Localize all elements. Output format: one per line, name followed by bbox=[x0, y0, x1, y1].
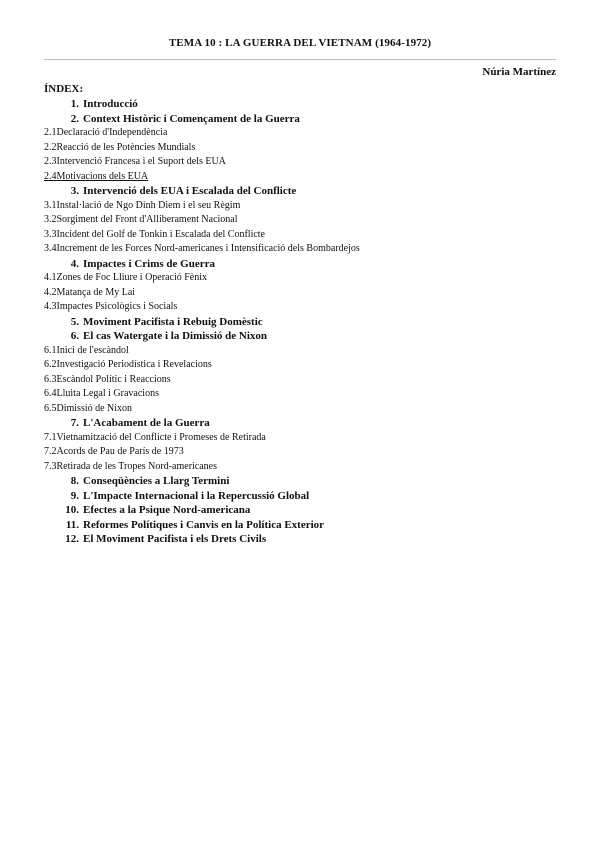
document-title: TEMA 10 : LA GUERRA DEL VIETNAM (1964-1972) bbox=[168, 37, 432, 49]
toc-item-text: Reformes Polítiques i Canvis en la Política Exterior bbox=[83, 518, 325, 531]
toc-item bbox=[44, 474, 564, 489]
toc-item-number: 9. bbox=[70, 489, 79, 502]
toc-item bbox=[44, 199, 564, 214]
toc-item-number: 8. bbox=[70, 475, 79, 487]
toc-item bbox=[44, 257, 564, 272]
toc-item bbox=[44, 126, 564, 141]
toc-item bbox=[44, 373, 564, 388]
toc-item-number: 6.4 bbox=[44, 388, 57, 399]
toc-item-number: 1. bbox=[70, 98, 79, 110]
toc-item-text: Incident del Golf de Tonkin i Escalada del Conflicte bbox=[56, 228, 265, 240]
toc-item-text: Motivacions dels EUA bbox=[56, 170, 149, 182]
toc-item-number: 2.4 bbox=[44, 170, 57, 182]
toc-item bbox=[44, 315, 564, 330]
toc-item-text: El Moviment Pacifista i els Drets Civils bbox=[83, 533, 267, 545]
toc-item-text: L'Acabament de la Guerra bbox=[83, 417, 210, 429]
toc-item-text: Retirada de les Tropes Nord-americanes bbox=[56, 460, 218, 472]
toc-item-text: Reacció de les Potències Mundials bbox=[56, 141, 196, 153]
toc-item-text: Sorgiment del Front d'Alliberament Nacional bbox=[56, 214, 238, 225]
title-divider bbox=[44, 59, 556, 60]
toc-item bbox=[44, 518, 564, 533]
toc-item-number: 6.3 bbox=[44, 373, 57, 385]
toc-item-number: 6. bbox=[70, 330, 79, 342]
toc-item bbox=[44, 358, 564, 373]
toc-item bbox=[44, 242, 564, 257]
toc-item-text: Lluita Legal i Gravacions bbox=[56, 388, 159, 399]
toc-item bbox=[44, 271, 564, 286]
table-of-contents bbox=[44, 97, 564, 547]
toc-item-number: 12. bbox=[65, 533, 79, 545]
toc-item-number: 3. bbox=[70, 185, 79, 197]
toc-item bbox=[44, 97, 564, 112]
toc-item-number: 2.2 bbox=[44, 141, 57, 153]
toc-item-number: 4.1 bbox=[44, 272, 57, 283]
toc-item-number: 4.3 bbox=[44, 301, 57, 312]
toc-item bbox=[44, 532, 564, 547]
toc-item bbox=[44, 228, 564, 243]
toc-item-number: 7.3 bbox=[44, 460, 57, 472]
toc-item-text: Impactes Psicològics i Socials bbox=[56, 301, 178, 312]
toc-item-text: Intervenció Francesa i el Suport dels EUA bbox=[56, 156, 226, 167]
toc-item bbox=[44, 155, 564, 170]
toc-item bbox=[44, 286, 564, 301]
toc-item-number: 3.2 bbox=[44, 214, 57, 225]
toc-item-number: 2.3 bbox=[44, 156, 57, 167]
toc-item bbox=[44, 141, 564, 156]
toc-item bbox=[44, 112, 564, 127]
toc-item-number: 6.1 bbox=[44, 344, 57, 356]
toc-item-text: Increment de les Forces Nord-americanes i Intensificació dels Bombardejos bbox=[56, 243, 360, 254]
toc-item-number: 4. bbox=[70, 257, 79, 270]
toc-item-text: Matança de My Lai bbox=[56, 286, 136, 298]
toc-item-number: 2. bbox=[70, 112, 79, 125]
toc-item bbox=[44, 329, 564, 344]
toc-item bbox=[44, 416, 564, 431]
index-heading: ÍNDEX: bbox=[44, 83, 84, 95]
toc-item bbox=[44, 503, 564, 518]
toc-item-text: L'Impacte Internacional i la Repercussió Global bbox=[83, 489, 310, 502]
toc-item-text: El cas Watergate i la Dimissió de Nixon bbox=[83, 330, 268, 342]
toc-item-number: 7.1 bbox=[44, 431, 57, 443]
toc-item-number: 7.2 bbox=[44, 446, 57, 457]
toc-item bbox=[44, 431, 564, 446]
toc-item-text: Dimissió de Nixon bbox=[56, 402, 133, 414]
toc-item bbox=[44, 445, 564, 460]
toc-item bbox=[44, 460, 564, 475]
toc-item-number: 10. bbox=[65, 504, 79, 516]
toc-item bbox=[44, 387, 564, 402]
toc-item-text: Vietnamització del Conflicte i Promeses de Retirada bbox=[56, 431, 266, 443]
toc-item-number: 6.5 bbox=[44, 402, 57, 414]
toc-item-text: Acords de Pau de París de 1973 bbox=[56, 446, 184, 457]
toc-item-number: 2.1 bbox=[44, 127, 57, 138]
toc-item-text: Inici de l'escàndol bbox=[56, 344, 129, 356]
toc-item-number: 3.1 bbox=[44, 199, 57, 211]
toc-item-number: 3.4 bbox=[44, 243, 57, 254]
toc-item-text: Conseqüències a Llarg Termini bbox=[83, 475, 230, 487]
toc-item-number: 3.3 bbox=[44, 228, 57, 240]
toc-item bbox=[44, 344, 564, 359]
toc-item bbox=[44, 213, 564, 228]
toc-item-text: Impactes i Crims de Guerra bbox=[83, 257, 215, 270]
toc-item-text: Instal·lació de Ngo Dinh Diem i el seu Règim bbox=[56, 199, 241, 211]
toc-item bbox=[44, 184, 564, 199]
toc-item-number: 4.2 bbox=[44, 286, 57, 298]
toc-item-number: 11. bbox=[65, 518, 79, 531]
toc-item-text: Zones de Foc Lliure i Operació Fènix bbox=[56, 272, 208, 283]
toc-item bbox=[44, 170, 564, 185]
toc-item bbox=[44, 489, 564, 504]
toc-item-text: Efectes a la Psique Nord-americana bbox=[83, 504, 251, 516]
toc-item-number: 7. bbox=[70, 417, 79, 429]
toc-item-text: Context Històric i Començament de la Guerra bbox=[83, 112, 300, 125]
toc-item bbox=[44, 402, 564, 417]
toc-item-text: Introducció bbox=[83, 98, 138, 110]
toc-item-text: Intervenció dels EUA i Escalada del Conflicte bbox=[83, 185, 297, 197]
toc-item-text: Moviment Pacifista i Rebuig Domèstic bbox=[83, 315, 263, 328]
toc-item bbox=[44, 300, 564, 315]
toc-item-text: Investigació Periodística i Revelacions bbox=[56, 359, 212, 370]
toc-item-text: Escàndol Polític i Reaccions bbox=[56, 373, 171, 385]
toc-item-number: 5. bbox=[70, 315, 79, 328]
author-name: Núria Martínez bbox=[482, 66, 556, 78]
toc-item-text: Declaració d'Independència bbox=[56, 127, 168, 138]
toc-item-number: 6.2 bbox=[44, 359, 57, 370]
